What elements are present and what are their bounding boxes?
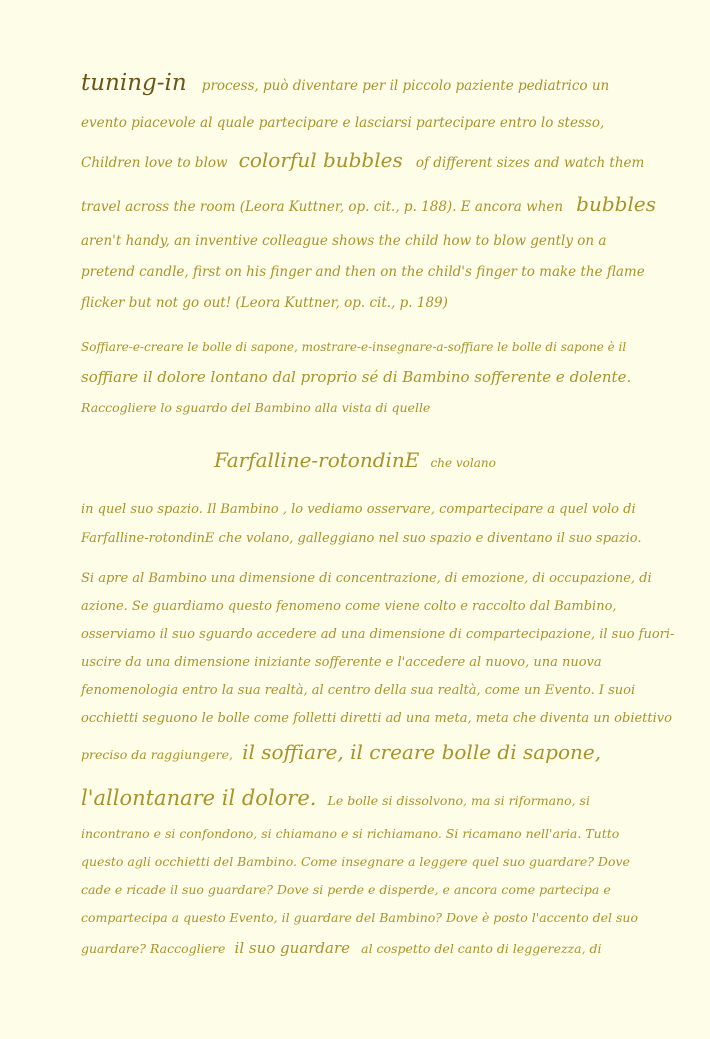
text-line: azione. Se guardiamo questo fenomeno come viene colto e raccolto dal Bambino,: [81, 599, 617, 614]
text-line: Farfalline-rotondinE che volano, galleggiano nel suo spazio e diventano il suo spazio.: [81, 531, 642, 546]
text-span: preciso da raggiungere,: [81, 747, 233, 762]
text-line: Si apre al Bambino una dimensione di concentrazione, di emozione, di occupazione, di: [81, 571, 652, 586]
text-line: Raccogliere lo sguardo del Bambino alla vista di quelle: [81, 400, 431, 415]
text-line: [0, 450, 710, 470]
text-line: incontrano e si confondono, si chiamano e si richiamano. Si ricamano nell'aria. Tutto: [81, 826, 620, 841]
text-line: [81, 72, 609, 95]
text-span: che volano: [430, 456, 496, 470]
text-line: osserviamo il suo sguardo accedere ad una dimensione di compartecipazione, il suo fuori-: [81, 627, 675, 642]
text-span: guardare? Raccogliere: [81, 941, 226, 956]
text-span: of different sizes and watch them: [415, 155, 645, 171]
text-line: fenomenologia entro la sua realtà, al centro della sua realtà, come un Evento. I suoi: [81, 683, 636, 698]
text-line: in quel suo spazio. Il Bambino , lo vediamo osservare, compartecipare a quel volo di: [81, 502, 636, 517]
text-line: occhietti seguono le bolle come folletti diretti ad una meta, meta che diventa un obiettivo: [81, 711, 672, 726]
text-line: pretend candle, first on his finger and then on the child's finger to make the flame: [81, 264, 645, 280]
text-line: compartecipa a questo Evento, il guardare del Bambino? Dove è posto l'accento del suo: [81, 910, 638, 925]
emphasis-il-soffiare: il soffiare, il creare bolle di sapone,: [242, 740, 602, 764]
text-line: [81, 940, 602, 956]
text-span: Children love to blow: [81, 155, 228, 171]
text-span: process, può diventare per il piccolo paziente pediatrico un: [201, 78, 610, 94]
emphasis-il-suo-guardare: il suo guardare: [234, 939, 351, 957]
emphasis-bubbles: bubbles: [576, 192, 656, 216]
text-line: Soffiare-e-creare le bolle di sapone, mostrare-e-insegnare-a-soffiare le bolle di sapone è il: [81, 340, 627, 354]
emphasis-tuning-in: tuning-in: [81, 70, 187, 96]
emphasis-colorful-bubbles: colorful bubbles: [238, 148, 403, 172]
text-line: [81, 194, 656, 215]
text-line: [81, 788, 590, 809]
text-span: Le bolle si dissolvono, ma si riformano, si: [327, 793, 590, 808]
text-line: [81, 150, 644, 171]
emphasis-soffiare-dolore: soffiare il dolore lontano dal proprio sé di Bambino sofferente e dolente.: [81, 368, 632, 386]
text-line: evento piacevole al quale partecipare e lasciarsi partecipare entro lo stesso,: [81, 115, 605, 131]
text-line: flicker but not go out! (Leora Kuttner, op. cit., p. 189): [81, 295, 448, 311]
text-line: aren't handy, an inventive colleague shows the child how to blow gently on a: [81, 233, 607, 249]
text-line: cade e ricade il suo guardare? Dove si perde e disperde, e ancora come partecipa e: [81, 882, 611, 897]
emphasis-allontanare: l'allontanare il dolore.: [81, 786, 317, 810]
text-line: questo agli occhietti del Bambino. Come insegnare a leggere quel suo guardare? Dove: [81, 854, 630, 869]
text-line: [81, 742, 601, 762]
text-span: al cospetto del canto di leggerezza, di: [361, 941, 602, 956]
emphasis-farfalline: Farfalline-rotondinE: [214, 448, 420, 472]
text-line: uscire da una dimensione iniziante sofferente e l'accedere al nuovo, una nuova: [81, 655, 602, 670]
text-span: travel across the room (Leora Kuttner, op. cit., p. 188). E ancora when: [81, 199, 564, 215]
